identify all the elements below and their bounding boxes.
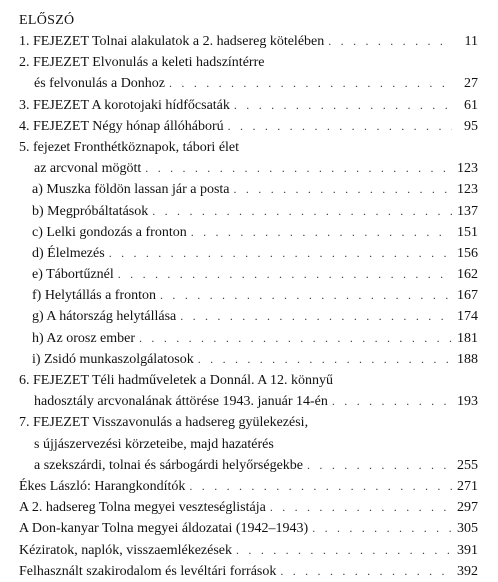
- toc-page-number: 11: [464, 34, 478, 49]
- toc-entry: [19, 243, 478, 264]
- toc-entry-line: [19, 349, 478, 370]
- toc-entry-continuation: [19, 391, 478, 412]
- leader-dots: [332, 391, 452, 412]
- toc-page-number: 156: [457, 245, 478, 261]
- toc-page-number: 27: [464, 76, 478, 92]
- toc-entry-title: a szekszárdi, tolnai és sárbogárdi helyőrségekbe: [34, 457, 304, 473]
- toc-page-number: 123: [457, 182, 478, 198]
- toc-entry: [19, 179, 478, 200]
- toc-entry-continuation: [19, 455, 478, 476]
- toc-entry-title: d) Élelmezés: [32, 245, 105, 261]
- toc-page-number: 174: [457, 309, 478, 325]
- toc-entry-title: és felvonulás a Donhoz: [34, 76, 166, 92]
- toc-entry-line: [19, 285, 478, 306]
- leader-dots: [270, 497, 452, 518]
- toc-page-number: 95: [464, 118, 478, 134]
- leader-dots: [307, 455, 452, 476]
- leader-dots: [139, 328, 452, 349]
- toc-entry-line: [19, 31, 478, 52]
- leader-dots: [236, 540, 452, 561]
- toc-entry-title: s újjászervezési körzeteibe, majd hazatérés: [34, 436, 274, 452]
- toc-entry-title: 2. FEJEZET Elvonulás a keleti hadszíntérre: [19, 55, 265, 71]
- toc-page-number: 305: [457, 521, 478, 537]
- toc-entry: [19, 31, 478, 52]
- toc-entry-line: [19, 497, 478, 518]
- toc-entry-line: [19, 52, 478, 73]
- toc-page-number: 181: [457, 330, 478, 346]
- leader-dots: [198, 349, 452, 370]
- leader-dots: [109, 243, 452, 264]
- toc-entry-title: Ékes László: Harangkondítók: [19, 478, 186, 494]
- leader-dots: [152, 201, 452, 222]
- toc-page-number: 392: [457, 563, 478, 579]
- toc-entry: [19, 222, 478, 243]
- toc-entry: [19, 518, 478, 539]
- leader-dots: [160, 285, 452, 306]
- toc-entry-title: hadosztály arcvonalának áttörése 1943. január 14-én: [34, 394, 328, 410]
- leader-dots: [145, 158, 452, 179]
- toc-entry: [19, 561, 478, 582]
- toc-entry-title: A Don-kanyar Tolna megyei áldozatai (1942–1943): [19, 521, 309, 537]
- toc-entry: [19, 52, 478, 94]
- toc-entry-continuation: [19, 158, 478, 179]
- toc-entry-line: [19, 201, 478, 222]
- toc-entry: [19, 349, 478, 370]
- leader-dots: [234, 95, 452, 116]
- toc-entry-title: Kéziratok, naplók, visszaemlékezések: [19, 542, 233, 558]
- toc-page-number: 255: [457, 457, 478, 473]
- leader-dots: [234, 179, 453, 200]
- toc-entry-line: [19, 540, 478, 561]
- toc-entry-title: f) Helytállás a fronton: [32, 288, 157, 304]
- toc-entry-line: [19, 243, 478, 264]
- toc-entry: [19, 116, 478, 137]
- toc-entry: [19, 264, 478, 285]
- toc-page-number: 188: [457, 351, 478, 367]
- toc-entry-title: a) Muszka földön lassan jár a posta: [32, 182, 230, 198]
- toc-entry-line: [19, 137, 478, 158]
- toc-entry-line: [19, 306, 478, 327]
- toc-entry-line: [19, 518, 478, 539]
- toc-page-number: 137: [457, 203, 478, 219]
- toc-entry: [19, 328, 478, 349]
- leader-dots: [280, 561, 452, 582]
- leader-dots: [191, 222, 452, 243]
- toc-entry-line: [19, 264, 478, 285]
- toc-page-number: 151: [457, 224, 478, 240]
- toc-entry-title: c) Lelki gondozás a fronton: [32, 224, 187, 240]
- toc-entry-line: [19, 561, 478, 582]
- toc-page-number: 167: [457, 288, 478, 304]
- leader-dots: [169, 73, 452, 94]
- leader-dots: [180, 306, 452, 327]
- toc-entry-line: [19, 328, 478, 349]
- toc-entry: [19, 540, 478, 561]
- toc-entry: [19, 412, 478, 476]
- toc-entry-title: g) A hátország helytállása: [32, 309, 177, 325]
- toc-entry-line: [19, 370, 478, 391]
- toc-page-number: 61: [464, 97, 478, 113]
- toc-entry-title: i) Zsidó munkaszolgálatosok: [32, 351, 194, 367]
- toc-page-number: 162: [457, 267, 478, 283]
- toc-entry-line: [19, 95, 478, 116]
- toc-page-number: 391: [457, 542, 478, 558]
- leader-dots: [312, 518, 452, 539]
- toc-entry: [19, 476, 478, 497]
- toc-entry-title: 3. FEJEZET A korotojaki hídfőcsaták: [19, 97, 230, 113]
- toc-entry-line: [19, 179, 478, 200]
- toc-entry-continuation: [19, 434, 478, 455]
- toc-entry: [19, 137, 478, 179]
- leader-dots: [228, 116, 452, 137]
- toc-entry: [19, 95, 478, 116]
- leader-dots: [118, 264, 452, 285]
- toc-entry: [19, 201, 478, 222]
- toc-page-number: 193: [457, 394, 478, 410]
- toc-entry-line: [19, 222, 478, 243]
- toc-list: [19, 31, 478, 582]
- toc-entry-title: 1. FEJEZET Tolnai alakulatok a 2. hadsereg kötelében: [19, 34, 325, 49]
- toc-entry-line: [19, 476, 478, 497]
- toc-entry: [19, 306, 478, 327]
- toc-entry-title: h) Az orosz ember: [32, 330, 136, 346]
- toc-entry-line: [19, 116, 478, 137]
- toc-entry: [19, 497, 478, 518]
- toc-page-number: 297: [457, 500, 478, 516]
- toc-entry: [19, 285, 478, 306]
- toc-entry-title: Felhasznált szakirodalom és levéltári források: [19, 563, 277, 579]
- toc-entry-title: 5. fejezet Fronthétköznapok, tábori élet: [19, 139, 240, 155]
- toc-entry-title: 6. FEJEZET Téli hadműveletek a Donnál. A 12. könnyű: [19, 373, 334, 388]
- toc-entry-line: [19, 412, 478, 433]
- toc-entry-continuation: [19, 73, 478, 94]
- toc-entry-title: 7. FEJEZET Visszavonulás a hadsereg gyülekezési,: [19, 415, 309, 431]
- toc-entry-title: 4. FEJEZET Négy hónap állóháború: [19, 118, 224, 134]
- preface-heading: ELŐSZÓ: [19, 13, 75, 28]
- toc-entry-title: b) Megpróbáltatások: [32, 203, 149, 219]
- leader-dots: [328, 31, 452, 52]
- toc-entry-title: A 2. hadsereg Tolna megyei veszteséglistája: [19, 500, 266, 516]
- toc-entry-title: az arcvonal mögött: [34, 161, 142, 177]
- toc-entry: [19, 370, 478, 412]
- leader-dots: [189, 476, 452, 497]
- toc-page-number: 271: [457, 478, 478, 494]
- toc-page-number: 123: [457, 161, 478, 177]
- toc-entry-title: e) Tábortűznél: [32, 267, 114, 283]
